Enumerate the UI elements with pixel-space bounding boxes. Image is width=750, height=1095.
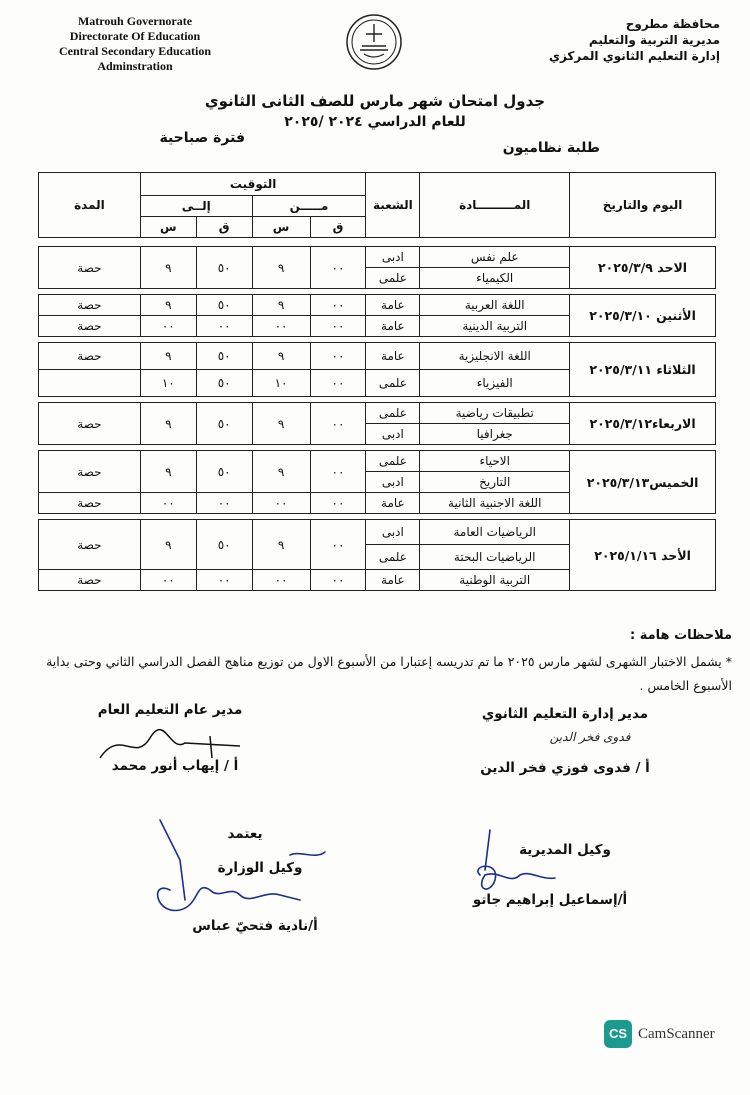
branch: عامة: [366, 316, 420, 337]
notes-text: * يشمل الاختبار الشهرى لشهر مارس ٢٠٢٥ ما تم تدريسه إعتبارا من الأسبوع الاول من توزيع مناهج الفصل الدراسي الثاني وحتى بداية الأسبوع الخامس .: [46, 654, 732, 693]
header-en-line-2: Directorate Of Education: [69, 29, 201, 43]
duration: حصة: [39, 520, 141, 570]
governorate-emblem-icon: [344, 12, 404, 72]
subject: تطبيقات رياضية: [420, 403, 570, 424]
duration: [39, 370, 141, 397]
duration: حصة: [39, 493, 141, 514]
header-en-line-3: Central Secondary Education Adminstration: [58, 44, 211, 73]
gen-director-title: مدير عام التعليم العام: [97, 702, 243, 718]
from-q: ٠٠: [310, 493, 366, 514]
header-row: [39, 173, 716, 196]
subject: الرياضيات العامة: [420, 520, 570, 545]
subject: التاريخ: [420, 472, 570, 493]
table-row: [39, 247, 716, 268]
branch: عامة: [366, 493, 420, 514]
from-q: ٠٠: [310, 570, 366, 591]
branch: علمى: [366, 451, 420, 472]
branch: عامة: [366, 343, 420, 370]
to-q: ٥٠: [196, 403, 252, 445]
from-s: ٩: [252, 451, 310, 493]
subject: الاحياء: [420, 451, 570, 472]
from-s: ٠٠: [252, 570, 310, 591]
from-q: ٠٠: [310, 403, 366, 445]
header-arabic: [510, 16, 720, 64]
sec-director-handwriting: فدوى فخر الدين: [549, 730, 631, 744]
ministry-deputy-title: وكيل الوزارة: [217, 860, 303, 876]
to-q: ٥٠: [196, 451, 252, 493]
duration: حصة: [39, 570, 141, 591]
exam-schedule-table: [38, 172, 716, 591]
header-from: مـــــن: [252, 196, 366, 217]
duration: حصة: [39, 403, 141, 445]
from-q: ٠٠: [310, 316, 366, 337]
header-timing: التوقيت: [140, 173, 366, 196]
duration: حصة: [39, 316, 141, 337]
camscanner-logo-icon: CS: [604, 1020, 632, 1048]
approve-title: يعتمد: [227, 826, 263, 842]
from-s: ٩: [252, 520, 310, 570]
to-s: ٩: [140, 295, 196, 316]
branch: ادبى: [366, 424, 420, 445]
to-s: ٩: [140, 520, 196, 570]
to-s: ١٠: [140, 370, 196, 397]
from-q: ٠٠: [310, 451, 366, 493]
sec-director-name: أ / فدوى فوزي فخر الدين: [480, 760, 650, 776]
duration: حصة: [39, 295, 141, 316]
header-english: [30, 14, 240, 74]
branch: ادبى: [366, 247, 420, 268]
from-s: ٩: [252, 403, 310, 445]
branch: علمى: [366, 545, 420, 570]
header-from-s: س: [252, 217, 310, 238]
academic-year: للعام الدراسي ٢٠٢٤ /٢٠٢٥: [284, 114, 466, 130]
from-s: ٩: [252, 247, 310, 289]
table-row: [39, 520, 716, 545]
from-q: ٠٠: [310, 343, 366, 370]
day-group: [39, 520, 716, 591]
from-s: ٩: [252, 343, 310, 370]
day-date: الأثنين ٢٠٢٥/٣/١٠: [570, 295, 716, 337]
from-q: ٠٠: [310, 295, 366, 316]
subject: التربية الدينية: [420, 316, 570, 337]
header-from-q: ق: [310, 217, 366, 238]
from-s: ١٠: [252, 370, 310, 397]
to-s: ٩: [140, 451, 196, 493]
header-subject: المـــــــــادة: [420, 173, 570, 238]
header-en-line-1: Matrouh Governorate: [77, 14, 193, 28]
to-s: ٠٠: [140, 316, 196, 337]
directorate-deputy-name: أ/إسماعيل إبراهيم جاتو: [472, 892, 628, 908]
header-ar-line-3: إدارة التعليم الثانوي المركزي: [548, 49, 720, 63]
branch: ادبى: [366, 472, 420, 493]
students-type: طلبة نظاميون: [502, 140, 600, 156]
header-day: اليوم والتاريخ: [570, 173, 716, 238]
to-s: ٩: [140, 247, 196, 289]
table-row: [39, 451, 716, 472]
subject: الكيمياء: [420, 268, 570, 289]
directorate-deputy-signature-icon: [440, 820, 580, 900]
subject: علم نفس: [420, 247, 570, 268]
subject: التربية الوطنية: [420, 570, 570, 591]
to-q: ٥٠: [196, 520, 252, 570]
subject: اللغة الاجنبية الثانية: [420, 493, 570, 514]
from-s: ٠٠: [252, 493, 310, 514]
subject: اللغة الانجليزية: [420, 343, 570, 370]
to-q: ٠٠: [196, 316, 252, 337]
day-date: الاحد ٢٠٢٥/٣/٩: [570, 247, 716, 289]
to-q: ٥٠: [196, 247, 252, 289]
subject: الفيزياء: [420, 370, 570, 397]
day-group: [39, 343, 716, 397]
from-s: ٠٠: [252, 316, 310, 337]
branch: عامة: [366, 295, 420, 316]
day-group: [39, 451, 716, 514]
branch: عامة: [366, 570, 420, 591]
table-row: [39, 403, 716, 424]
header-ar-line-2: مديرية التربية والتعليم: [588, 33, 720, 47]
to-q: ٥٠: [196, 343, 252, 370]
from-q: ٠٠: [310, 370, 366, 397]
ministry-deputy-signature-icon: [140, 800, 340, 920]
table-row: [39, 295, 716, 316]
branch: ادبى: [366, 520, 420, 545]
sec-director-title: مدير إدارة التعليم الثانوي: [481, 706, 649, 722]
table-row: [39, 343, 716, 370]
day-group: [39, 247, 716, 289]
subject: جغرافيا: [420, 424, 570, 445]
ministry-deputy-name: أ/نادية فتحيّ عباس: [192, 918, 318, 934]
document-title: جدول امتحان شهر مارس للصف الثانى الثانوي: [204, 92, 546, 110]
header-ar-line-1: محافظة مطروح: [625, 17, 720, 31]
to-q: ٠٠: [196, 570, 252, 591]
day-group: [39, 295, 716, 337]
exam-shift: فترة صباحية: [159, 130, 245, 146]
from-q: ٠٠: [310, 520, 366, 570]
day-date: الاربعاء٢٠٢٥/٣/١٢: [570, 403, 716, 445]
header-branch: الشعبة: [366, 173, 420, 238]
to-q: ٠٠: [196, 493, 252, 514]
directorate-deputy-title: وكيل المديرية: [519, 842, 611, 858]
header-duration: المدة: [39, 173, 141, 238]
branch: علمى: [366, 403, 420, 424]
to-s: ٩: [140, 403, 196, 445]
subject: اللغة العربية: [420, 295, 570, 316]
branch: علمى: [366, 370, 420, 397]
notes-title: ملاحظات هامة :: [630, 628, 732, 643]
gen-director-name: أ / إيهاب أنور محمد: [111, 758, 239, 774]
header-to: إلــى: [140, 196, 252, 217]
duration: حصة: [39, 343, 141, 370]
header-to-q: ق: [196, 217, 252, 238]
duration: حصة: [39, 247, 141, 289]
day-date: الثلاثاء ٢٠٢٥/٣/١١: [570, 343, 716, 397]
to-s: ٠٠: [140, 493, 196, 514]
day-date: الخميس٢٠٢٥/٣/١٣: [570, 451, 716, 514]
branch: علمى: [366, 268, 420, 289]
to-s: ٠٠: [140, 570, 196, 591]
duration: حصة: [39, 451, 141, 493]
from-s: ٩: [252, 295, 310, 316]
to-q: ٥٠: [196, 295, 252, 316]
header-to-s: س: [140, 217, 196, 238]
to-q: ٥٠: [196, 370, 252, 397]
subject: الرياضيات البحتة: [420, 545, 570, 570]
day-group: [39, 403, 716, 445]
day-date: الأحد ٢٠٢٥/١/١٦: [570, 520, 716, 591]
from-q: ٠٠: [310, 247, 366, 289]
to-s: ٩: [140, 343, 196, 370]
camscanner-watermark: CamScanner: [638, 1026, 715, 1042]
